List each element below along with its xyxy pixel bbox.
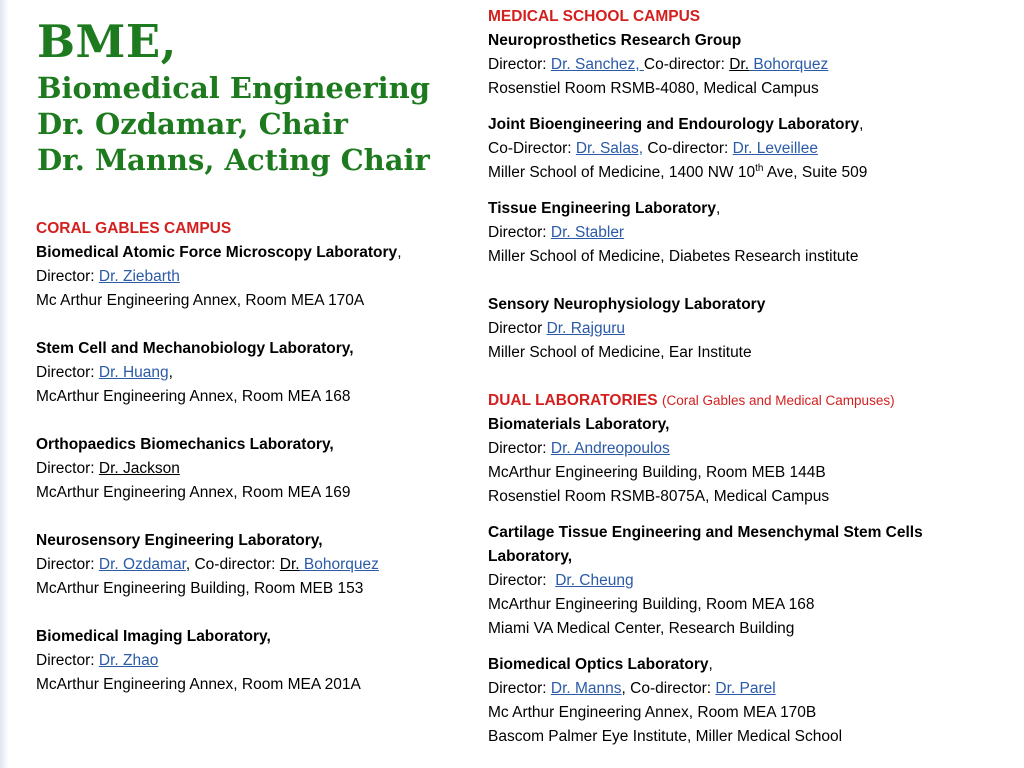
lab-location: McArthur Engineering Annex, Room MEA 201A: [36, 676, 361, 693]
lab-name-continued: Laboratory,: [488, 548, 573, 565]
director-label: Director:: [36, 460, 99, 477]
lab-entry-imaging: [36, 625, 466, 697]
comma: ,: [397, 244, 402, 261]
location-superscript: th: [755, 162, 764, 174]
co-director-label: Co-director:: [643, 140, 733, 157]
lab-location: McArthur Engineering Annex, Room MEA 168: [36, 388, 351, 405]
title-line-chair: Dr. Ozdamar, Chair: [37, 107, 348, 141]
lab-entry-endourology: [488, 113, 1018, 185]
director-label: Director:: [488, 680, 551, 697]
lab-name: Neurosensory Engineering Laboratory,: [36, 532, 323, 549]
director-label: Director:: [488, 224, 551, 241]
director-link-jackson[interactable]: Dr. Jackson: [98, 460, 180, 477]
director-link-andreopoulos[interactable]: Dr. Andreopoulos: [550, 440, 670, 457]
director-link-ziebarth[interactable]: Dr. Ziebarth: [98, 268, 180, 285]
lab-location: Mc Arthur Engineering Annex, Room MEA 170A: [36, 292, 365, 309]
lab-location: McArthur Engineering Building, Room MEB 144B: [488, 464, 826, 481]
medical-campus-heading: MEDICAL SCHOOL CAMPUS: [488, 8, 701, 25]
slide-left-edge-gradient: [0, 0, 9, 768]
medical-dual-column: [488, 5, 1018, 749]
lab-location: Rosenstiel Room RSMB-4080, Medical Campus: [488, 80, 819, 97]
lab-location: McArthur Engineering Building, Room MEB 153: [36, 580, 364, 597]
co-director-link-prefix[interactable]: Dr.: [729, 56, 750, 73]
co-director-label: , Co-director:: [621, 680, 716, 697]
director-link-zhao[interactable]: Dr. Zhao: [98, 652, 159, 669]
director-link-ozdamar[interactable]: Dr. Ozdamar: [98, 556, 186, 573]
slide-title: [37, 14, 430, 178]
lab-name: Stem Cell and Mechanobiology Laboratory,: [36, 340, 354, 357]
dual-heading-text: DUAL LABORATORIES: [488, 392, 658, 409]
lab-name: Orthopaedics Biomechanics Laboratory,: [36, 436, 334, 453]
lab-location: [488, 161, 1018, 185]
director-label: Director:: [488, 572, 556, 589]
dual-heading-note: (Coral Gables and Medical Campuses): [661, 393, 895, 408]
lab-entry-sensory-neurophysiology: [488, 293, 1018, 365]
lab-entry-stem-cell: [36, 337, 466, 409]
co-director-link-bohorquez[interactable]: Bohorquez: [749, 56, 829, 73]
director-link-rajguru[interactable]: Dr. Rajguru: [546, 320, 625, 337]
co-director-label: Co-Director:: [488, 140, 576, 157]
comma: ,: [715, 200, 721, 217]
title-line-acting-chair: Dr. Manns, Acting Chair: [37, 143, 430, 177]
comma: ,: [859, 116, 864, 133]
lab-location: Miller School of Medicine, Ear Institute: [488, 344, 752, 361]
lab-name: Biomedical Atomic Force Microscopy Laboratory: [36, 244, 398, 261]
lab-entry-neurosensory: [36, 529, 466, 601]
director-label: Director:: [36, 652, 99, 669]
co-director-link-prefix[interactable]: Dr.: [279, 556, 300, 573]
lab-entry-biomaterials: [488, 413, 1018, 509]
lab-location: McArthur Engineering Building, Room MEA 168: [488, 596, 815, 613]
co-director-link-parel[interactable]: Dr. Parel: [715, 680, 776, 697]
director-label: Director:: [36, 556, 99, 573]
title-line-department: Biomedical Engineering: [37, 71, 430, 105]
director-label: Director:: [488, 56, 551, 73]
coral-gables-column: [36, 217, 466, 697]
lab-name: Cartilage Tissue Engineering and Mesenchymal Stem Cells: [488, 524, 923, 541]
lab-name: Biomedical Imaging Laboratory,: [36, 628, 271, 645]
lab-location: Rosenstiel Room RSMB-8075A, Medical Campus: [488, 488, 830, 505]
lab-entry-tissue-engineering: [488, 197, 1018, 269]
location-text: Miller School of Medicine, 1400 NW 10: [488, 164, 756, 181]
co-director-link-leveillee[interactable]: Dr. Leveillee: [732, 140, 818, 157]
co-director-label: Co-director:: [643, 56, 730, 73]
director-link-huang[interactable]: Dr. Huang: [98, 364, 169, 381]
comma: ,: [708, 656, 713, 673]
lab-entry-optics: [488, 653, 1018, 749]
director-link-stabler[interactable]: Dr. Stabler: [550, 224, 625, 241]
lab-name: Biomaterials Laboratory,: [488, 416, 670, 433]
co-director-label: , Co-director:: [185, 556, 280, 573]
co-director-link-bohorquez[interactable]: Bohorquez: [299, 556, 379, 573]
lab-location: Mc Arthur Engineering Annex, Room MEA 170B: [488, 704, 817, 721]
lab-name: Neuroprosthetics Research Group: [488, 32, 742, 49]
lab-location: Miller School of Medicine, Diabetes Research institute: [488, 248, 859, 265]
director-link-cheung[interactable]: Dr. Cheung: [555, 572, 634, 589]
lab-entry-neuroprosthetics: [488, 29, 1018, 101]
lab-name: Joint Bioengineering and Endourology Laboratory: [488, 116, 860, 133]
coral-gables-heading: CORAL GABLES CAMPUS: [36, 220, 232, 237]
comma: ,: [168, 364, 173, 381]
director-label: Director:: [488, 440, 551, 457]
title-line-bme: BME,: [37, 15, 177, 68]
lab-entry-cartilage: [488, 521, 1018, 641]
lab-location: Bascom Palmer Eye Institute, Miller Medical School: [488, 728, 843, 745]
location-text: Ave, Suite 509: [763, 164, 868, 181]
dual-labs-heading: [488, 389, 1018, 413]
lab-location: Miami VA Medical Center, Research Building: [488, 620, 795, 637]
director-label: Director:: [36, 268, 99, 285]
director-link-sanchez[interactable]: Dr. Sanchez,: [550, 56, 644, 73]
lab-entry-orthopaedics: [36, 433, 466, 505]
lab-location: McArthur Engineering Annex, Room MEA 169: [36, 484, 351, 501]
lab-name: Tissue Engineering Laboratory: [488, 200, 716, 217]
lab-name: Biomedical Optics Laboratory: [488, 656, 709, 673]
director-link-manns[interactable]: Dr. Manns: [550, 680, 622, 697]
director-label: Director:: [36, 364, 99, 381]
co-director-link-salas[interactable]: Dr. Salas,: [575, 140, 644, 157]
lab-name: Sensory Neurophysiology Laboratory: [488, 296, 766, 313]
lab-entry-afm: [36, 241, 466, 313]
director-label: Director: [488, 320, 547, 337]
